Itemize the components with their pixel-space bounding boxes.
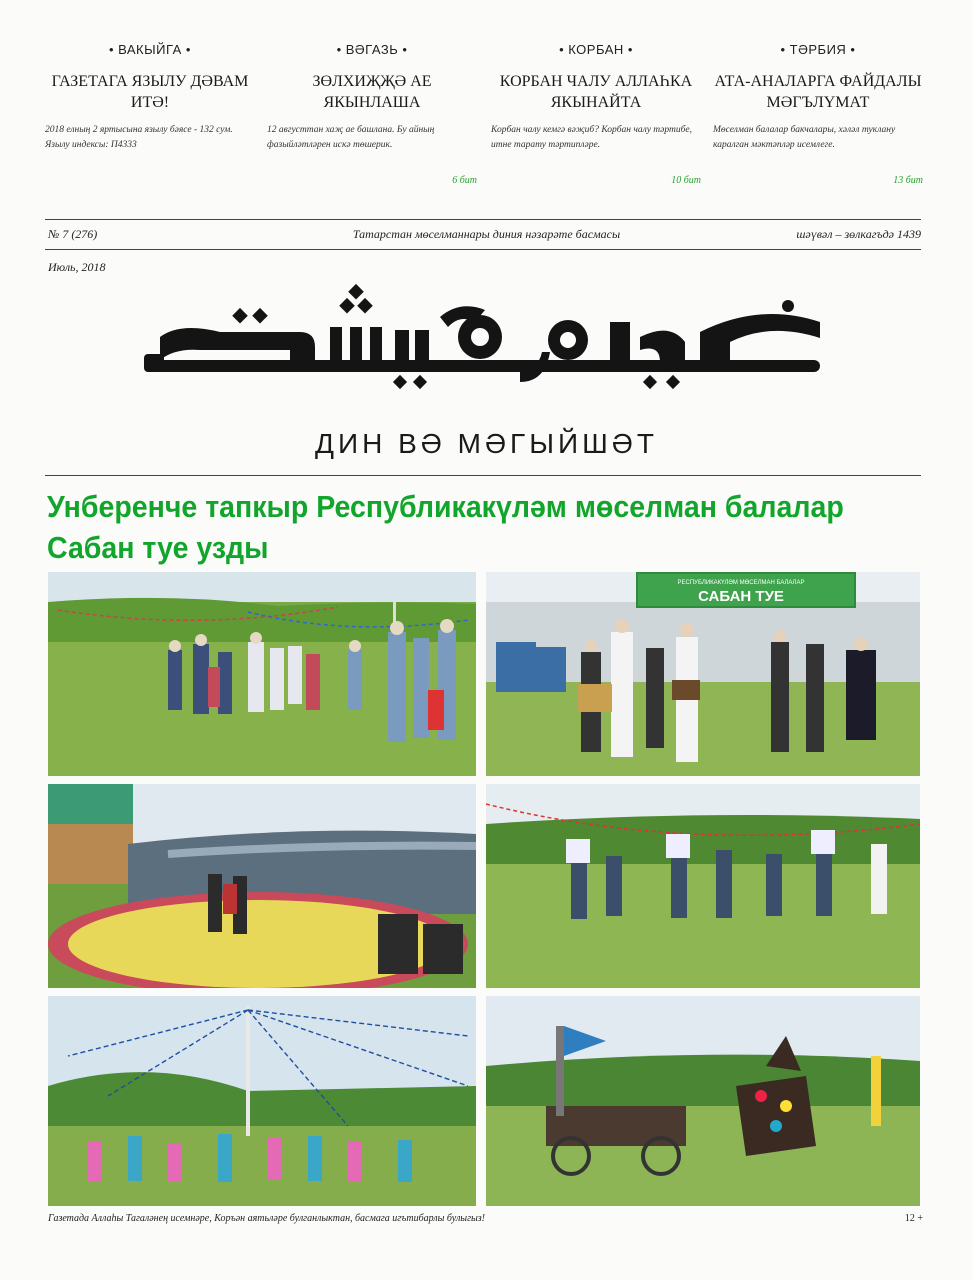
photo-stage-ceremony[interactable]: [486, 572, 920, 776]
top-divider: [45, 219, 921, 220]
stage-photo-image: [486, 572, 920, 776]
teaser-text: Мөселман балалар бакчалары, хәләл туклану каралган мәктәпләр исемлеге.: [713, 125, 896, 150]
photo-crowd-on-field[interactable]: [48, 572, 476, 776]
issue-date: Июль, 2018: [48, 260, 106, 274]
footer-notice: Газетада Аллаһы Тагаләнең исемнәре, Коръән аятьләре булганлыктан, басмага игътибарлы булыгыз!: [48, 1213, 485, 1224]
meta-divider: [45, 249, 921, 250]
teaser-row: [45, 42, 925, 192]
photo-horse-cart[interactable]: [486, 996, 920, 1206]
crowd-photo-image: [48, 572, 476, 776]
teaser-category: • ВАКЫЙГА •: [108, 42, 191, 57]
teaser-text: 2018 елның 2 яртысына язылу бәясе - 132 сум. Язылу индексы: П4333: [45, 125, 233, 150]
teaser-category: • КОРБАН •: [559, 42, 633, 57]
teaser-page-link[interactable]: 10 бит: [671, 175, 701, 186]
age-rating: 12 +: [904, 1213, 923, 1224]
teaser-vagaz[interactable]: [267, 42, 477, 192]
main-headline[interactable]: Унберенче тапкыр Республикакүләм мөселман балалар Сабан туе узды: [47, 489, 844, 565]
photo-wrestling-ring[interactable]: [48, 784, 476, 988]
teaser-vakyyga[interactable]: [45, 42, 255, 192]
teaser-title[interactable]: ЗӨЛХИҖҖӘ АЕ ЯКЫНЛАША: [312, 73, 432, 111]
teaser-page-link[interactable]: 13 бит: [893, 175, 923, 186]
banner-small-text: РЕСПУБЛИКАКҮЛӘМ МӨСЕЛМАН БАЛАЛАР: [677, 580, 805, 586]
dance-photo-image: [48, 996, 476, 1206]
masthead-logo: [140, 282, 830, 394]
photo-sack-race[interactable]: [486, 784, 920, 988]
banner-big-text: САБАН ТУЕ: [698, 588, 784, 605]
teaser-korban[interactable]: [491, 42, 701, 192]
issue-number: № 7 (276): [48, 227, 98, 241]
horse-cart-photo-image: [486, 996, 920, 1206]
masthead-subtitle: ДИН ВӘ МӘГЫЙШӘТ: [315, 428, 658, 459]
teaser-page-link[interactable]: 6 бит: [452, 175, 477, 186]
sack-race-photo-image: [486, 784, 920, 988]
teaser-title[interactable]: КОРБАН ЧАЛУ АЛЛАҺКА ЯКЫНАЙТА: [499, 73, 693, 111]
hijri-date: шәүвәл – зөлкагъдә 1439: [796, 227, 921, 241]
teaser-category: • ВӘГАЗЬ •: [336, 42, 408, 57]
teaser-tarbiya[interactable]: [713, 42, 923, 192]
arabic-calligraphy-logo: [140, 282, 830, 394]
teaser-title[interactable]: ГАЗЕТАГА ЯЗЫЛУ ДӘВАМ ИТӘ!: [51, 73, 249, 111]
photo-children-dance[interactable]: [48, 996, 476, 1206]
teaser-text: Корбан чалу кемгә вәҗиб? Корбан чалу тәртибе, итне тарату тәртипләре.: [491, 125, 692, 150]
publisher-line: Татарстан мөселманнары диния нәзарәте басмасы: [352, 227, 621, 241]
teaser-text: 12 августтан хаҗ ае башлана. Бу айның фазыйләтләрен искә төшерик.: [267, 125, 435, 150]
teaser-title[interactable]: АТА-АНАЛАРГА ФАЙДАЛЫ МӘГЪЛҮМАТ: [714, 73, 922, 111]
masthead-divider: [45, 475, 921, 476]
wrestling-photo-image: [48, 784, 476, 988]
teaser-category: • ТӘРБИЯ •: [780, 42, 856, 57]
